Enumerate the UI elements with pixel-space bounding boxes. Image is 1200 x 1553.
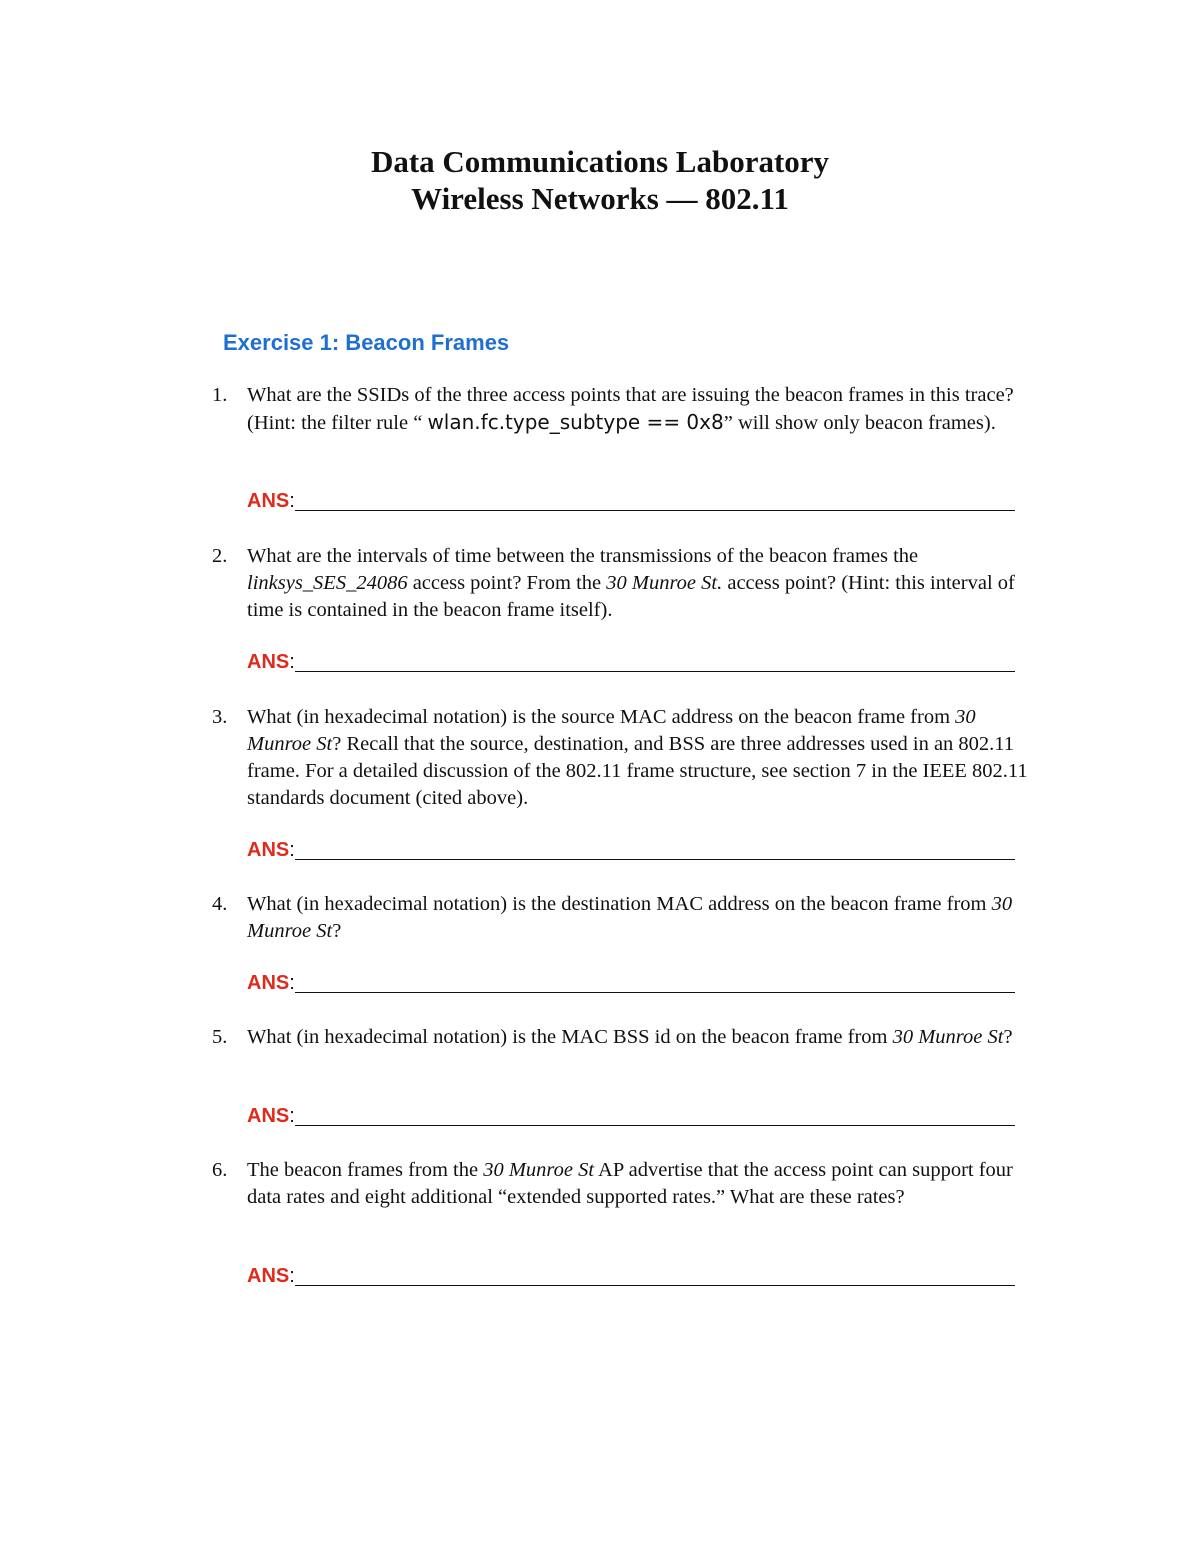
question-text [247,382,1042,437]
question-text-part: AP advertise that the access point can support four data rates and eight additional “extended supported rates.” What are these rates? [247,1159,1013,1208]
question-number: 2. [212,545,228,567]
question-text-part: access point? From the [407,572,607,594]
answer-colon: : [289,651,295,673]
answer-label: ANS [247,651,290,673]
answer-line-1[interactable] [247,490,1027,513]
document-subtitle: Wireless Networks — 802.11 [411,181,789,216]
question-text [247,1024,1042,1051]
answer-colon: : [289,1265,295,1287]
answer-blank[interactable] [295,670,1015,672]
question-text [247,704,1042,812]
question-text-part: What are the SSIDs of the three access points that are issuing the beacon frames in this trace? (Hint: the filter rule “ [247,384,1014,434]
answer-blank[interactable] [295,1124,1015,1126]
answer-line-3[interactable] [247,839,1027,862]
answer-blank[interactable] [295,991,1015,993]
answer-colon: : [289,972,295,994]
answer-label: ANS [247,839,290,861]
answer-blank[interactable] [295,1284,1015,1286]
exercise-heading: Exercise 1: Beacon Frames [223,330,510,355]
question-text-part: What (in hexadecimal notation) is the destination MAC address on the beacon frame from [247,893,992,915]
question-number: 5. [212,1026,228,1048]
question-3 [212,704,1042,812]
ssid-emphasis: 30 Munroe St [483,1159,595,1181]
answer-blank[interactable] [295,509,1015,511]
question-number: 1. [212,384,228,406]
answer-line-2[interactable] [247,651,1027,674]
question-text-part: What are the intervals of time between the transmissions of the beacon frames the [247,545,919,567]
question-1 [212,382,1042,437]
answer-line-6[interactable] [247,1265,1027,1288]
filter-rule-code: wlan.fc.type_subtype == 0x8 [427,410,724,434]
question-2 [212,543,1042,624]
question-text-part: access point? (Hint: this interval of time is contained in the beacon frame itself). [247,572,1015,621]
document-title: Data Communications Laboratory [370,144,830,179]
question-text-part: What (in hexadecimal notation) is the source MAC address on the beacon frame from [247,706,956,728]
question-text [247,891,1042,945]
question-text-part: ? Recall that the source, destination, and BSS are three addresses used in an 802.11 frame. For a detailed discussion of the 802.11 frame structure, see section 7 in the IEEE 802.11 standards document (cited above). [247,733,1028,809]
question-6 [212,1157,1042,1211]
answer-label: ANS [247,1265,290,1287]
question-text-part: ? [1003,1026,1013,1048]
answer-label: ANS [247,972,290,994]
ssid-emphasis: 30 Munroe St [247,706,976,755]
answer-blank[interactable] [295,858,1015,860]
question-5 [212,1024,1042,1051]
question-text-part: The beacon frames from the [247,1159,484,1181]
question-number: 4. [212,893,228,915]
question-text [247,543,1042,624]
title-block [0,143,1200,217]
question-text-part: What (in hexadecimal notation) is the MAC BSS id on the beacon frame from [247,1026,893,1048]
answer-line-5[interactable] [247,1105,1027,1128]
question-number: 3. [212,706,228,728]
answer-line-4[interactable] [247,972,1027,995]
question-4 [212,891,1042,945]
ssid-emphasis: 30 Munroe St. [606,572,723,594]
ssid-emphasis: 30 Munroe St [247,893,1013,942]
answer-label: ANS [247,1105,290,1127]
question-text [247,1157,1042,1211]
answer-label: ANS [247,490,290,512]
ssid-emphasis: linksys_SES_24086 [247,572,408,594]
question-text-part: ” will show only beacon frames). [723,412,996,434]
answer-colon: : [289,839,295,861]
answer-colon: : [289,1105,295,1127]
answer-colon: : [289,490,295,512]
ssid-emphasis: 30 Munroe St [892,1026,1004,1048]
question-text-part: ? [332,920,342,942]
question-number: 6. [212,1159,228,1181]
